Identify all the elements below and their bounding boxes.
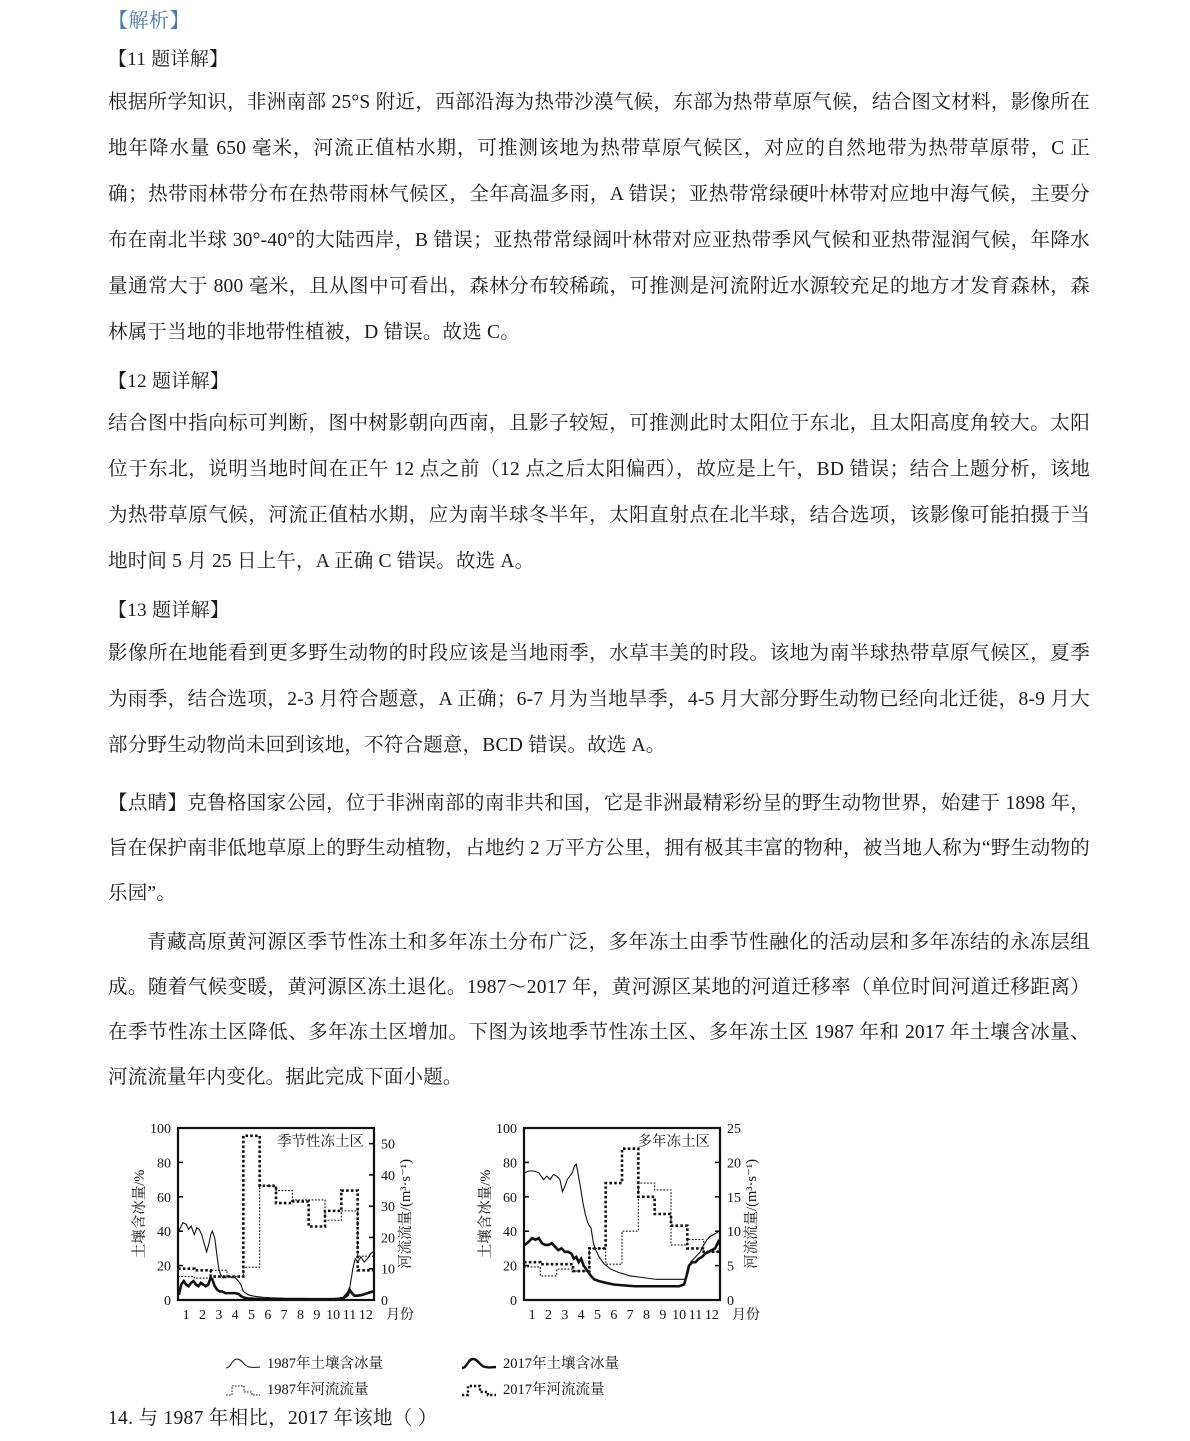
chart-permafrost-zone (458, 1114, 788, 1349)
svg-text:10: 10 (326, 1307, 341, 1323)
svg-text:土壤含冰量/%: 土壤含冰量/% (478, 1169, 494, 1258)
legend-item-1987-flow (224, 1377, 460, 1403)
svg-text:80: 80 (503, 1156, 517, 1172)
svg-text:20: 20 (727, 1156, 741, 1172)
svg-text:5: 5 (594, 1307, 601, 1323)
question-14: 14. 与 1987 年相比，2017 年该地（ ） (108, 1408, 438, 1429)
svg-text:80: 80 (157, 1156, 171, 1172)
svg-text:10: 10 (727, 1224, 741, 1240)
figure-legend (104, 1351, 1086, 1403)
svg-text:100: 100 (496, 1121, 517, 1137)
stimulus-text: 青藏高原黄河源区季节性冻土和多年冻土分布广泛，多年冻土由季节性融化的活动层和多年冻结的永冻层组成。随着气候变暖，黄河源区冻土退化。1987～2017 年，黄河源区某地的河道迁移率（单位时间河道迁移距离）在季节性冻土区降低、多年冻土区增加。下图为该地季节性冻土区、多年冻土区 1987 年和 2017 年土壤含冰量、河流流量年内变化。据此完成下面小题。 (108, 931, 1090, 1088)
svg-text:15: 15 (727, 1190, 741, 1206)
section-body-13: 影像所在地能看到更多野生动物的时段应该是当地雨季，水草丰美的时段。该地为南半球热带草原气候区，夏季为雨季，结合选项，2-3 月符合题意，A 正确；6-7 月为当地旱季，4-5 月大部分野生动物已经向北迁徙，8-9 月大部分野生动物尚未回到该地，不符合题意，BCD 错误。故选 A。 (108, 642, 1090, 756)
svg-text:3: 3 (215, 1307, 223, 1323)
svg-text:2: 2 (199, 1307, 206, 1323)
svg-text:30: 30 (381, 1199, 395, 1215)
analysis-header: 【解析】 (108, 10, 190, 32)
svg-text:12: 12 (358, 1307, 373, 1323)
legend-label-3: 1987年河流流量 (267, 1381, 369, 1398)
svg-text:10: 10 (381, 1262, 395, 1278)
charts-row (104, 1114, 1086, 1349)
svg-text:60: 60 (157, 1190, 171, 1206)
svg-text:8: 8 (297, 1307, 304, 1323)
svg-text:12: 12 (704, 1307, 719, 1323)
svg-text:50: 50 (381, 1137, 395, 1153)
svg-text:月份: 月份 (386, 1307, 414, 1323)
svg-text:1: 1 (528, 1307, 536, 1323)
section-heading-12: 【12 题详解】 (108, 370, 230, 392)
section-heading-11: 【11 题详解】 (108, 49, 229, 70)
svg-text:10: 10 (672, 1307, 687, 1323)
svg-text:土壤含冰量/%: 土壤含冰量/% (132, 1169, 148, 1258)
document-content (108, 6, 1090, 1403)
svg-text:4: 4 (231, 1307, 239, 1323)
svg-text:6: 6 (264, 1307, 272, 1323)
legend-swatch-thin-solid-icon (224, 1355, 262, 1373)
svg-text:月份: 月份 (732, 1307, 760, 1323)
svg-text:0: 0 (510, 1293, 517, 1309)
chart-svg-seasonal (112, 1114, 442, 1344)
svg-text:5: 5 (727, 1259, 734, 1275)
svg-text:2: 2 (545, 1307, 552, 1323)
svg-text:40: 40 (503, 1224, 517, 1240)
svg-text:60: 60 (503, 1190, 517, 1206)
svg-text:4: 4 (577, 1307, 585, 1323)
section-heading-13: 【13 题详解】 (108, 600, 230, 622)
legend-item-2017-ice (460, 1351, 619, 1377)
svg-text:25: 25 (727, 1121, 741, 1137)
legend-swatch-thick-solid-icon (460, 1355, 498, 1373)
svg-text:0: 0 (164, 1293, 171, 1309)
legend-swatch-thin-dotted-icon (224, 1381, 262, 1399)
chart-svg-permafrost (458, 1114, 788, 1344)
chart-seasonal-frozen-zone (112, 1114, 442, 1349)
svg-text:7: 7 (280, 1307, 288, 1323)
svg-text:8: 8 (643, 1307, 650, 1323)
svg-text:多年冻土区: 多年冻土区 (637, 1133, 710, 1150)
svg-text:9: 9 (313, 1307, 321, 1323)
legend-row-2 (224, 1377, 1086, 1403)
highlight-note: 【点睛】克鲁格国家公园，位于非洲南部的南非共和国，它是非洲最精彩纷呈的野生动物世界，始建于 1898 年，旨在保护南非低地草原上的野生动植物，占地约 2 万平方公里，拥有极其丰富的物种，被当地人称为“野生动物的乐园”。 (108, 792, 1090, 904)
spacer (108, 360, 1090, 368)
svg-text:9: 9 (659, 1307, 667, 1323)
svg-text:0: 0 (727, 1293, 734, 1309)
legend-label-1: 1987年土壤含冰量 (267, 1355, 383, 1372)
figure-container (104, 1114, 1086, 1403)
legend-row-1 (224, 1351, 1086, 1377)
svg-text:河流流量/(m³·s⁻¹): 河流流量/(m³·s⁻¹) (398, 1158, 414, 1269)
spacer (108, 589, 1090, 597)
svg-text:1: 1 (182, 1307, 190, 1323)
legend-item-2017-flow (460, 1377, 605, 1403)
svg-text:7: 7 (626, 1307, 634, 1323)
svg-text:40: 40 (381, 1168, 395, 1184)
svg-text:6: 6 (610, 1307, 618, 1323)
section-body-11: 根据所学知识，非洲南部 25°S 附近，西部沿海为热带沙漠气候，东部为热带草原气候，结合图文材料，影像所在地年降水量 650 毫米，河流正值枯水期，可推测该地为热带草原气候区，对应的自然地带为热带草原带，C 正确；热带雨林带分布在热带雨林气候区，全年高温多雨，A 错误；亚热带常绿硬叶林带对应地中海气候，主要分布在南北半球 30°-40°的大陆西岸，B 错误；亚热带常绿阔叶林带对应亚热带季风气候和亚热带湿润气候，年降水量通常大于 800 毫米，且从图中可看出，森林分布较稀疏，可推测是河流附近水源较充足的地方才发育森林，森林属于当地的非地带性植被，D 错误。故选 C。 (108, 91, 1090, 343)
legend-label-4: 2017年河流流量 (503, 1381, 605, 1398)
spacer (108, 773, 1090, 781)
svg-text:0: 0 (381, 1293, 388, 1309)
legend-swatch-thick-dotted-icon (460, 1381, 498, 1399)
svg-text:11: 11 (688, 1307, 703, 1323)
svg-text:河流流量/(m³·s⁻¹): 河流流量/(m³·s⁻¹) (744, 1158, 760, 1269)
svg-text:20: 20 (503, 1259, 517, 1275)
svg-text:20: 20 (381, 1231, 395, 1247)
svg-text:40: 40 (157, 1224, 171, 1240)
svg-text:3: 3 (561, 1307, 569, 1323)
svg-text:100: 100 (150, 1121, 171, 1137)
svg-text:11: 11 (342, 1307, 357, 1323)
svg-text:20: 20 (157, 1259, 171, 1275)
legend-item-1987-ice (224, 1351, 460, 1377)
section-body-12: 结合图中指向标可判断，图中树影朝向西南，且影子较短，可推测此时太阳位于东北，且太阳高度角较大。太阳位于东北，说明当地时间在正午 12 点之前（12 点之后太阳偏西），故应是上午，BD 错误；结合上题分析，该地为热带草原气候，河流正值枯水期，应为南半球冬半年，太阳直射点在北半球，结合选项，该影像可能拍摄于当地时间 5 月 25 日上午，A 正确 C 错误。故选 A。 (108, 413, 1090, 573)
svg-text:季节性冻土区: 季节性冻土区 (277, 1133, 364, 1150)
legend-label-2: 2017年土壤含冰量 (503, 1355, 619, 1372)
svg-text:5: 5 (248, 1307, 255, 1323)
